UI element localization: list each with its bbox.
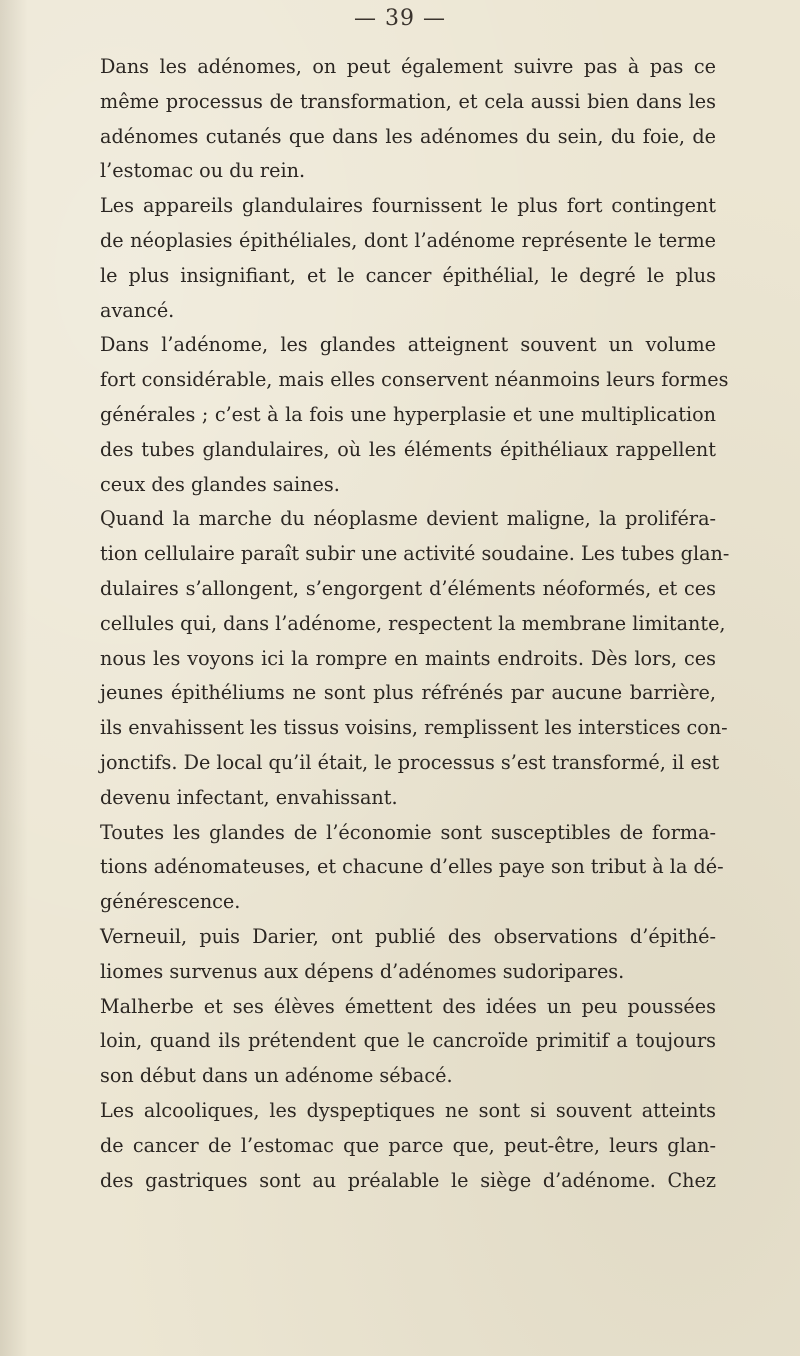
text-line: adénomes cutanés que dans les adénomes du sein, du foie, de	[100, 124, 716, 148]
text-line: ils envahissent les tissus voisins, remplissent les interstices con-	[100, 716, 728, 740]
text-line: Dans l’adénome, les glandes atteignent souvent un volume	[100, 333, 716, 357]
binding-shadow	[0, 0, 28, 1356]
text-line: Dans les adénomes, on peut également suivre pas à pas ce	[100, 55, 716, 78]
page-number: — 39 —	[354, 6, 446, 31]
text-line: de néoplasies épithéliales, dont l’adénome représente le terme	[100, 228, 716, 252]
text-line: Les alcooliques, les dyspeptiques ne sont si souvent atteints	[100, 1098, 716, 1122]
paragraph-3	[100, 328, 729, 502]
text-line: liomes survenus aux dépens d’adénomes sudoripares.	[100, 959, 625, 983]
text-line: Les appareils glandulaires fournissent le plus fort contingent	[100, 194, 716, 218]
text-line: l’estomac ou du rein.	[100, 159, 306, 183]
text-line: loin, quand ils prétendent que le cancroïde primitif a toujours	[100, 1029, 716, 1053]
text-line: de cancer de l’estomac que parce que, peut-être, leurs glan-	[100, 1133, 716, 1157]
text-line: cellules qui, dans l’adénome, respectent la membrane limitante,	[100, 611, 726, 635]
text-line: fort considérable, mais elles conservent néanmoins leurs formes	[100, 368, 729, 392]
body-text	[100, 50, 730, 1198]
text-line: dulaires s’allongent, s’engorgent d’éléments néoformés, et ces	[100, 576, 716, 600]
text-line: nous les voyons ici la rompre en maints endroits. Dès lors, ces	[100, 646, 716, 670]
text-line: jeunes épithéliums ne sont plus réfrénés par aucune barrière,	[100, 681, 716, 705]
paragraph-2	[100, 189, 716, 328]
paragraph-5	[100, 816, 724, 920]
text-line: générales ; c’est à la fois une hyperplasie et une multiplication	[100, 402, 716, 426]
paragraph-7	[100, 990, 716, 1094]
text-line: avancé.	[100, 298, 175, 322]
text-line: Toutes les glandes de l’économie sont susceptibles de forma-	[100, 820, 716, 844]
text-line: son début dans un adénome sébacé.	[100, 1064, 453, 1088]
text-line: tions adénomateuses, et chacune d’elles paye son tribut à la dé-	[100, 855, 724, 879]
text-line: devenu infectant, envahissant.	[100, 785, 398, 809]
text-line: jonctifs. De local qu’il était, le processus s’est transformé, il est	[100, 750, 720, 774]
paragraph-8	[100, 1094, 716, 1198]
text-line: Quand la marche du néoplasme devient maligne, la proliféra-	[100, 507, 716, 531]
text-line: ceux des glandes saines.	[100, 472, 340, 496]
paragraph-1	[100, 50, 716, 189]
paragraph-4	[100, 502, 730, 815]
text-line: tion cellulaire paraît subir une activité soudaine. Les tubes glan-	[100, 542, 730, 566]
text-line: des gastriques sont au préalable le siège d’adénome. Chez	[100, 1168, 716, 1192]
text-line: Verneuil, puis Darier, ont publié des observations d’épithé-	[100, 924, 716, 948]
text-line: Malherbe et ses élèves émettent des idées un peu poussées	[100, 994, 716, 1018]
text-line: le plus insignifiant, et le cancer épithélial, le degré le plus	[100, 263, 716, 287]
text-line: même processus de transformation, et cela aussi bien dans les	[100, 89, 716, 113]
text-line: des tubes glandulaires, où les éléments épithéliaux rappellent	[100, 437, 716, 461]
text-line: générescence.	[100, 890, 241, 914]
paragraph-6	[100, 920, 716, 990]
